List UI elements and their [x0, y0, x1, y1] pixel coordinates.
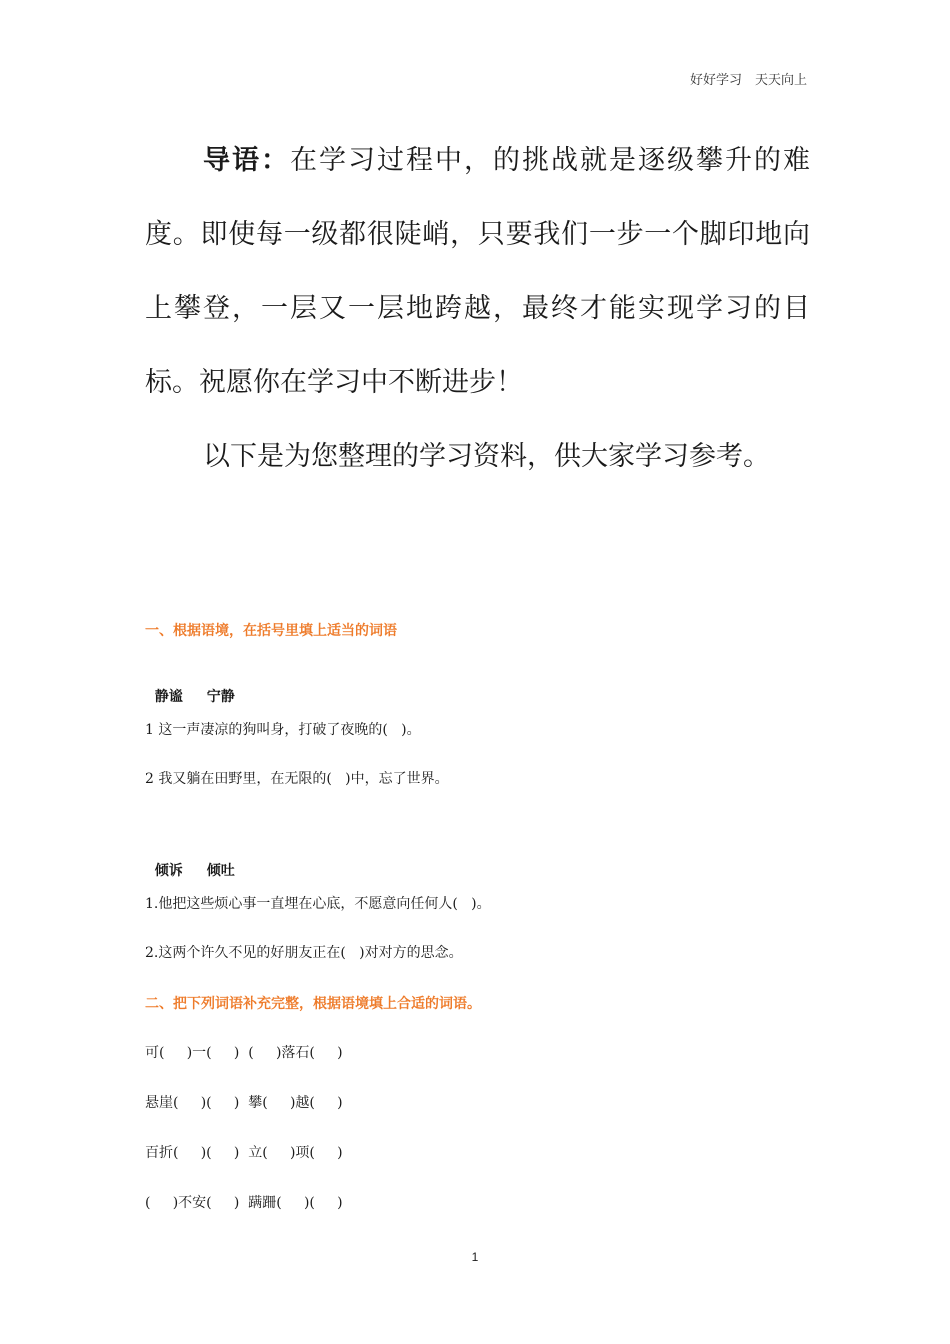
word-pair-1: [145, 670, 235, 706]
word: 倾诉: [154, 863, 183, 879]
fill-row: ( )不安( ) 蹒跚( )( ): [145, 1195, 343, 1211]
word-pair-2: [145, 844, 235, 880]
intro-paragraph: [145, 124, 810, 420]
section1-heading: 一、根据语境，在括号里填上适当的词语: [145, 623, 397, 639]
intro-note: 以下是为您整理的学习资料，供大家学习参考。: [203, 441, 770, 472]
question: 1.他把这些烦心事一直埋在心底，不愿意向任何人( )。: [145, 896, 491, 912]
fill-row: 悬崖( )( ) 攀( )越( ): [145, 1095, 343, 1111]
page-number: 1: [471, 1250, 479, 1264]
section2-heading: 二、把下列词语补充完整，根据语境填上合适的词语。: [145, 996, 481, 1012]
question: 2.这两个许久不见的好朋友正在( )对对方的思念。: [145, 945, 463, 961]
word: 静谧: [154, 689, 183, 705]
question: 1 这一声凄凉的狗叫身，打破了夜晚的( )。: [145, 722, 421, 738]
word: 宁静: [206, 689, 235, 705]
page-header: 好好学习 天天向上: [689, 73, 807, 88]
question: 2 我又躺在田野里，在无限的( )中，忘了世界。: [145, 771, 449, 787]
word: 倾吐: [206, 863, 235, 879]
intro-block: [145, 124, 810, 494]
fill-row: 百折( )( ) 立( )项( ): [145, 1145, 343, 1161]
intro-label: 导语：: [203, 145, 290, 176]
intro-text: 在学习过程中，的挑战就是逐级攀升的难度。即使每一级都很陡峭，只要我们一步一个脚印地向上攀登，一层又一层地跨越，最终才能实现学习的目标。祝愿你在学习中不断进步！: [145, 145, 810, 398]
fill-row: 可( )一( ) ( )落石( ): [145, 1045, 343, 1061]
